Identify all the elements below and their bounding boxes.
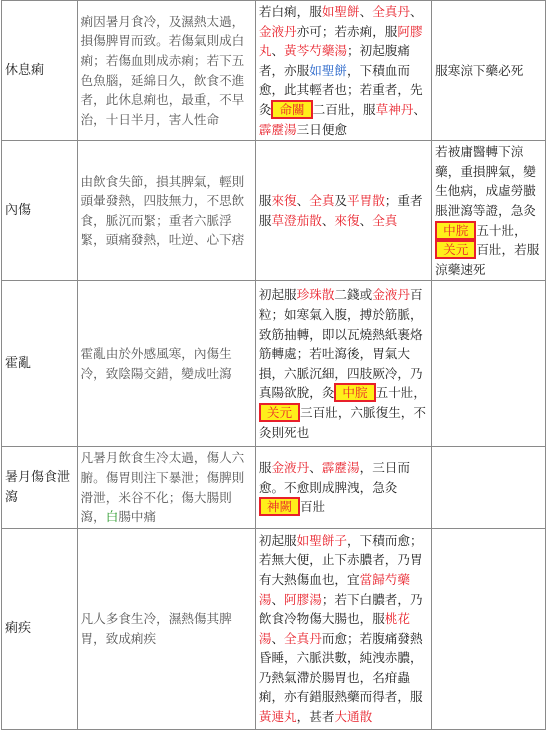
acupoint-label: 神闕 bbox=[259, 497, 300, 516]
table-row bbox=[2, 447, 546, 528]
text-segment: 、 bbox=[409, 4, 423, 19]
remedy-name: 平胃散 bbox=[347, 193, 385, 209]
remedy-name: 如聖餅 bbox=[309, 62, 347, 78]
remedy-name: 金液丹 bbox=[372, 287, 410, 303]
text-segment: 若被庸醫轉下涼藥，重損脾氣，變生他病，成虛勞臌脹泄瀉等證，急灸 bbox=[435, 144, 536, 218]
remedy-name: 金液丹 bbox=[271, 460, 310, 476]
text-segment: 二錢或 bbox=[334, 287, 373, 303]
condition-cause: 霍亂由於外感風寒，內傷生冷，致陰陽交錯，變成吐瀉 bbox=[77, 281, 255, 447]
text-segment: 、 bbox=[413, 101, 426, 117]
treatment-table bbox=[1, 0, 546, 730]
text-segment: 、 bbox=[296, 193, 310, 209]
table-row bbox=[2, 141, 546, 281]
text-segment: ，甚者 bbox=[296, 709, 335, 725]
acupoint-label: 中脘 bbox=[435, 221, 476, 240]
text-segment: 、 bbox=[359, 4, 373, 19]
text-segment: ；重者服 bbox=[258, 193, 423, 228]
text-segment: 百壯 bbox=[300, 499, 326, 515]
condition-cause bbox=[77, 447, 255, 528]
table-row bbox=[2, 1, 546, 141]
text-segment: 、 bbox=[321, 212, 335, 228]
text-segment: 凡暑月飲食生冷太過，傷人六腑。傷胃則注下暴泄；傷脾則滑泄，米谷不化；傷大腸則瀉， bbox=[80, 450, 245, 525]
remedy-name: 全真丹 bbox=[372, 4, 410, 19]
remedy-name: 當歸芍藥湯 bbox=[258, 571, 410, 607]
text-segment: 初起服 bbox=[258, 287, 297, 303]
text-segment: ，下積血而愈，此其輕者也；若重者，先灸 bbox=[258, 62, 423, 117]
remedy-name: 草神丹 bbox=[375, 101, 414, 117]
condition-cause: 由飲食失節，損其脾氣，輕則頭暈發熱，四肢無力，不思飲食，脈沉而緊；重者六脈浮緊，頭痛發熱，吐逆、心下痞 bbox=[77, 141, 255, 281]
text-segment: 而愈；若腹痛發熱昏睡，六脈洪數，純洩赤膿，乃熱氣滯於腸胃也，名疳蟲痢，亦有錯服熱藥而得者，服 bbox=[258, 630, 423, 705]
text-segment: 、 bbox=[271, 591, 285, 607]
text-segment: 、 bbox=[271, 630, 285, 646]
text-segment: 服 bbox=[258, 460, 272, 476]
condition-name: 休息痢 bbox=[2, 1, 78, 141]
condition-name: 內傷 bbox=[2, 141, 78, 281]
note-cell: 服寒涼下藥必死 bbox=[432, 1, 546, 141]
text-segment: 亦可；若赤痢，服 bbox=[296, 23, 398, 39]
condition-name: 霍亂 bbox=[2, 281, 78, 447]
note-cell bbox=[432, 447, 546, 528]
acupoint-label: 关元 bbox=[435, 240, 476, 259]
remedy-name: 阿膠湯 bbox=[284, 591, 322, 607]
text-segment: 百壯，若服涼藥速死 bbox=[435, 242, 540, 277]
acupoint-label: 命關 bbox=[271, 100, 312, 119]
remedy-name: 黃芩芍藥湯 bbox=[284, 43, 347, 59]
text-segment: 五十壯， bbox=[476, 222, 527, 238]
text-segment: ，三日而愈。不愈則成脾洩，急灸 bbox=[258, 460, 410, 495]
treatment-cell bbox=[255, 141, 431, 281]
note-cell bbox=[432, 141, 546, 281]
treatment-cell bbox=[255, 1, 431, 141]
text-segment: 、 bbox=[271, 43, 285, 59]
remedy-name: 霹靂湯 bbox=[258, 121, 297, 137]
remedy-name: 大通散 bbox=[334, 709, 373, 725]
acupoint-label: 关元 bbox=[259, 403, 300, 422]
text-segment: ，下積而愈；若無大便，止下赤膿者，乃胃有大熱傷血也，宜 bbox=[258, 532, 423, 587]
text-segment: 及 bbox=[334, 193, 347, 209]
text-segment: 服 bbox=[258, 193, 272, 209]
remedy-name: 黃連丸 bbox=[258, 709, 297, 725]
remedy-name: 如聖餅子 bbox=[296, 532, 347, 548]
condition-cause: 痢因暑月食冷，及濕熱太過，損傷脾胃而致。若傷氣則成白痢；若傷血則成赤痢；若下五色魚腦，延綿日久，飲食不進者，此休息痢也，最重，不早治，十日半月，害人性命 bbox=[77, 1, 255, 141]
remedy-name: 草澄茄散 bbox=[271, 212, 322, 228]
remedy-name: 來復 bbox=[334, 212, 360, 228]
remedy-name: 如聖餅 bbox=[321, 4, 360, 19]
remedy-name: 全真丹 bbox=[284, 630, 322, 646]
remedy-name: 來復 bbox=[271, 193, 297, 209]
text-segment: 、 bbox=[359, 212, 373, 228]
remedy-name: 桃花湯 bbox=[258, 611, 410, 646]
condition-cause: 凡人多食生冷，濕熱傷其脾胃，致成痢疾 bbox=[77, 528, 255, 729]
text-segment: 三百壯，六脈復生，不灸則死也 bbox=[258, 405, 426, 440]
table-row bbox=[2, 281, 546, 447]
treatment-cell bbox=[255, 281, 431, 447]
note-cell bbox=[432, 281, 546, 447]
text-segment: 三日便愈 bbox=[296, 121, 347, 137]
remedy-name: 全真 bbox=[372, 212, 398, 228]
remedy-name: 霹靂湯 bbox=[321, 460, 360, 476]
treatment-cell bbox=[255, 447, 431, 528]
text-segment: 初起服 bbox=[258, 532, 297, 548]
treatment-cell bbox=[255, 528, 431, 729]
text-segment: 、 bbox=[309, 460, 322, 476]
text-segment: 五十壯， bbox=[375, 385, 426, 401]
remedy-name: 珍珠散 bbox=[296, 287, 335, 303]
remedy-name: 全真 bbox=[309, 193, 335, 209]
note-cell bbox=[432, 528, 546, 729]
text-segment: 腸中痛 bbox=[118, 509, 157, 525]
text-segment: 百粒；如寒氣入腹，搏於筋脈，致筋抽轉，即以瓦燒熱紙裹烙筋轉處；若吐瀉後，胃氣大損，六脈沉細，四肢厥冷，乃真陽欲脫，灸 bbox=[258, 287, 423, 401]
remedy-name: 阿膠丸 bbox=[258, 23, 423, 59]
text-segment: 二百壯，服 bbox=[312, 101, 376, 117]
highlight-text: 白 bbox=[105, 509, 119, 525]
condition-name: 痢疾 bbox=[2, 528, 78, 729]
text-segment: 若白痢，服 bbox=[258, 4, 322, 19]
text-segment: ；若下白膿者，乃飲食冷物傷大腸也，服 bbox=[258, 591, 423, 627]
condition-name: 暑月傷食泄瀉 bbox=[2, 447, 78, 528]
text-segment: ；初起腹痛者，亦服 bbox=[258, 43, 410, 78]
remedy-name: 金液丹 bbox=[258, 23, 297, 39]
acupoint-label: 中脘 bbox=[334, 383, 375, 402]
table-row bbox=[2, 528, 546, 729]
